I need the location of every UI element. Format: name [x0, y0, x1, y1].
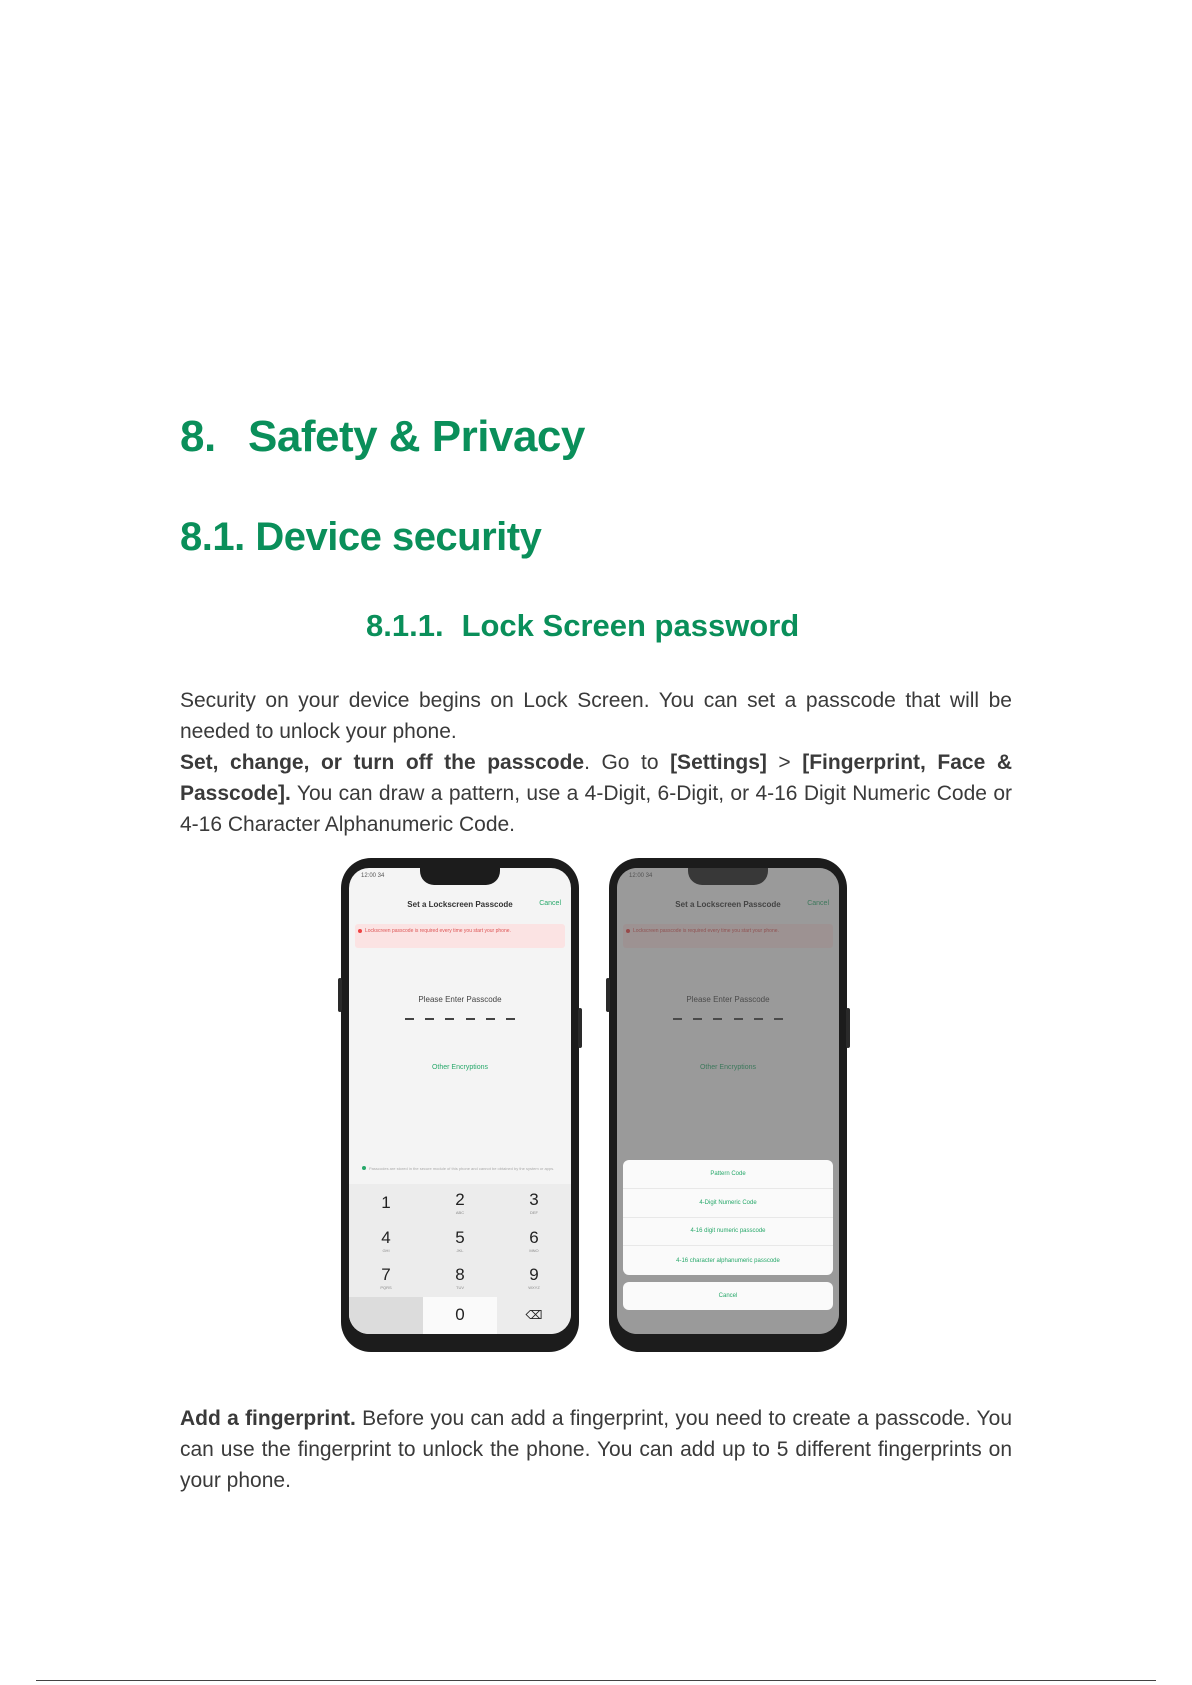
hint-icon: [362, 1166, 366, 1170]
chapter-number: 8.: [180, 412, 216, 461]
intro-paragraph: Security on your device begins on Lock Screen. You can set a passcode that will be needed to unlock your phone.: [180, 689, 1012, 743]
status-time: 12:00 34: [361, 873, 385, 879]
subsection-number: 8.1.1.: [366, 608, 444, 643]
fingerprint-rest: Before you can add a fingerprint, you need to create a passcode. You can use the fingerprint to unlock the phone. You can add up to 5 different fingerprints on your phone.: [180, 1407, 1012, 1492]
encryption-options-sheet: [623, 1160, 833, 1275]
passcode-dashes: [405, 1018, 515, 1020]
go-to-text: . Go to: [584, 751, 671, 774]
option-4-digit[interactable]: 4-Digit Numeric Code: [623, 1189, 833, 1218]
path-ref: [Fingerprint, Face & Passcode].: [180, 751, 1012, 805]
notch: [420, 868, 500, 885]
phone-screen: [617, 868, 839, 1334]
numeric-keypad: [349, 1184, 571, 1334]
key-7[interactable]: 7 PQRS: [380, 1265, 392, 1291]
settings-ref: [Settings]: [670, 751, 767, 774]
chapter-title: Safety & Privacy: [248, 412, 585, 461]
option-pattern-code[interactable]: Pattern Code: [623, 1160, 833, 1189]
power-button: [846, 1008, 850, 1048]
section-heading: [180, 515, 541, 560]
volume-button: [606, 978, 610, 1012]
passcode-lead: Set, change, or turn off the passcode: [180, 751, 585, 774]
warning-icon: [358, 929, 362, 933]
key-8[interactable]: 8 TUV: [455, 1265, 465, 1291]
phone-mockup-keypad: [341, 858, 579, 1352]
subsection-heading: [366, 608, 799, 644]
key-1[interactable]: 1: [381, 1192, 391, 1212]
hint-body: Passcodes are stored in the secure module of this phone and cannot be obtained by the system or apps.: [369, 1166, 555, 1171]
key-3[interactable]: 3 DEF: [529, 1190, 539, 1216]
key-6[interactable]: 6 MNO: [529, 1227, 539, 1253]
key-4[interactable]: 4 GHI: [381, 1227, 391, 1253]
option-4-16-numeric[interactable]: 4-16 digit numeric passcode: [623, 1218, 833, 1247]
passcode-rest: You can draw a pattern, use a 4-Digit, 6-Digit, or 4-16 Digit Numeric Code or 4-16 Character Alphanumeric Code.: [180, 782, 1012, 836]
sheet-cancel-button[interactable]: Cancel: [623, 1282, 833, 1310]
phone-mockup-options: [609, 858, 847, 1352]
screen-title: Set a Lockscreen Passcode: [407, 900, 513, 909]
volume-button: [338, 978, 342, 1012]
backspace-icon[interactable]: ⌫: [525, 1308, 543, 1323]
key-0[interactable]: 0: [423, 1297, 497, 1335]
key-5[interactable]: 5 JKL: [455, 1227, 465, 1253]
phone-screen: [349, 868, 571, 1334]
passcode-paragraph: [180, 747, 1012, 840]
power-button: [578, 1008, 582, 1048]
warning-text: Lockscreen passcode is required every time you start your phone.: [365, 928, 511, 934]
fingerprint-lead: Add a fingerprint.: [180, 1407, 356, 1430]
other-encryptions-link[interactable]: Other Encryptions: [431, 1064, 489, 1071]
footer-rule: [36, 1680, 1156, 1681]
hint-text: [369, 1166, 555, 1172]
option-4-16-alphanumeric[interactable]: 4-16 character alphanumeric passcode: [676, 1257, 780, 1264]
key-9[interactable]: 9 WXYZ: [528, 1265, 540, 1291]
cancel-link[interactable]: Cancel: [539, 900, 561, 907]
key-2[interactable]: 2 ABC: [455, 1190, 465, 1216]
subsection-title: Lock Screen password: [461, 608, 800, 643]
section-number: 8.1.: [180, 515, 245, 559]
chapter-heading: [180, 412, 585, 462]
key-blank: [349, 1297, 423, 1335]
warning-banner: [355, 924, 565, 948]
section-title: Device security: [255, 515, 542, 559]
gt-text: >: [766, 751, 803, 774]
passcode-prompt: Please Enter Passcode: [418, 995, 502, 1004]
fingerprint-paragraph: [180, 1403, 1012, 1496]
